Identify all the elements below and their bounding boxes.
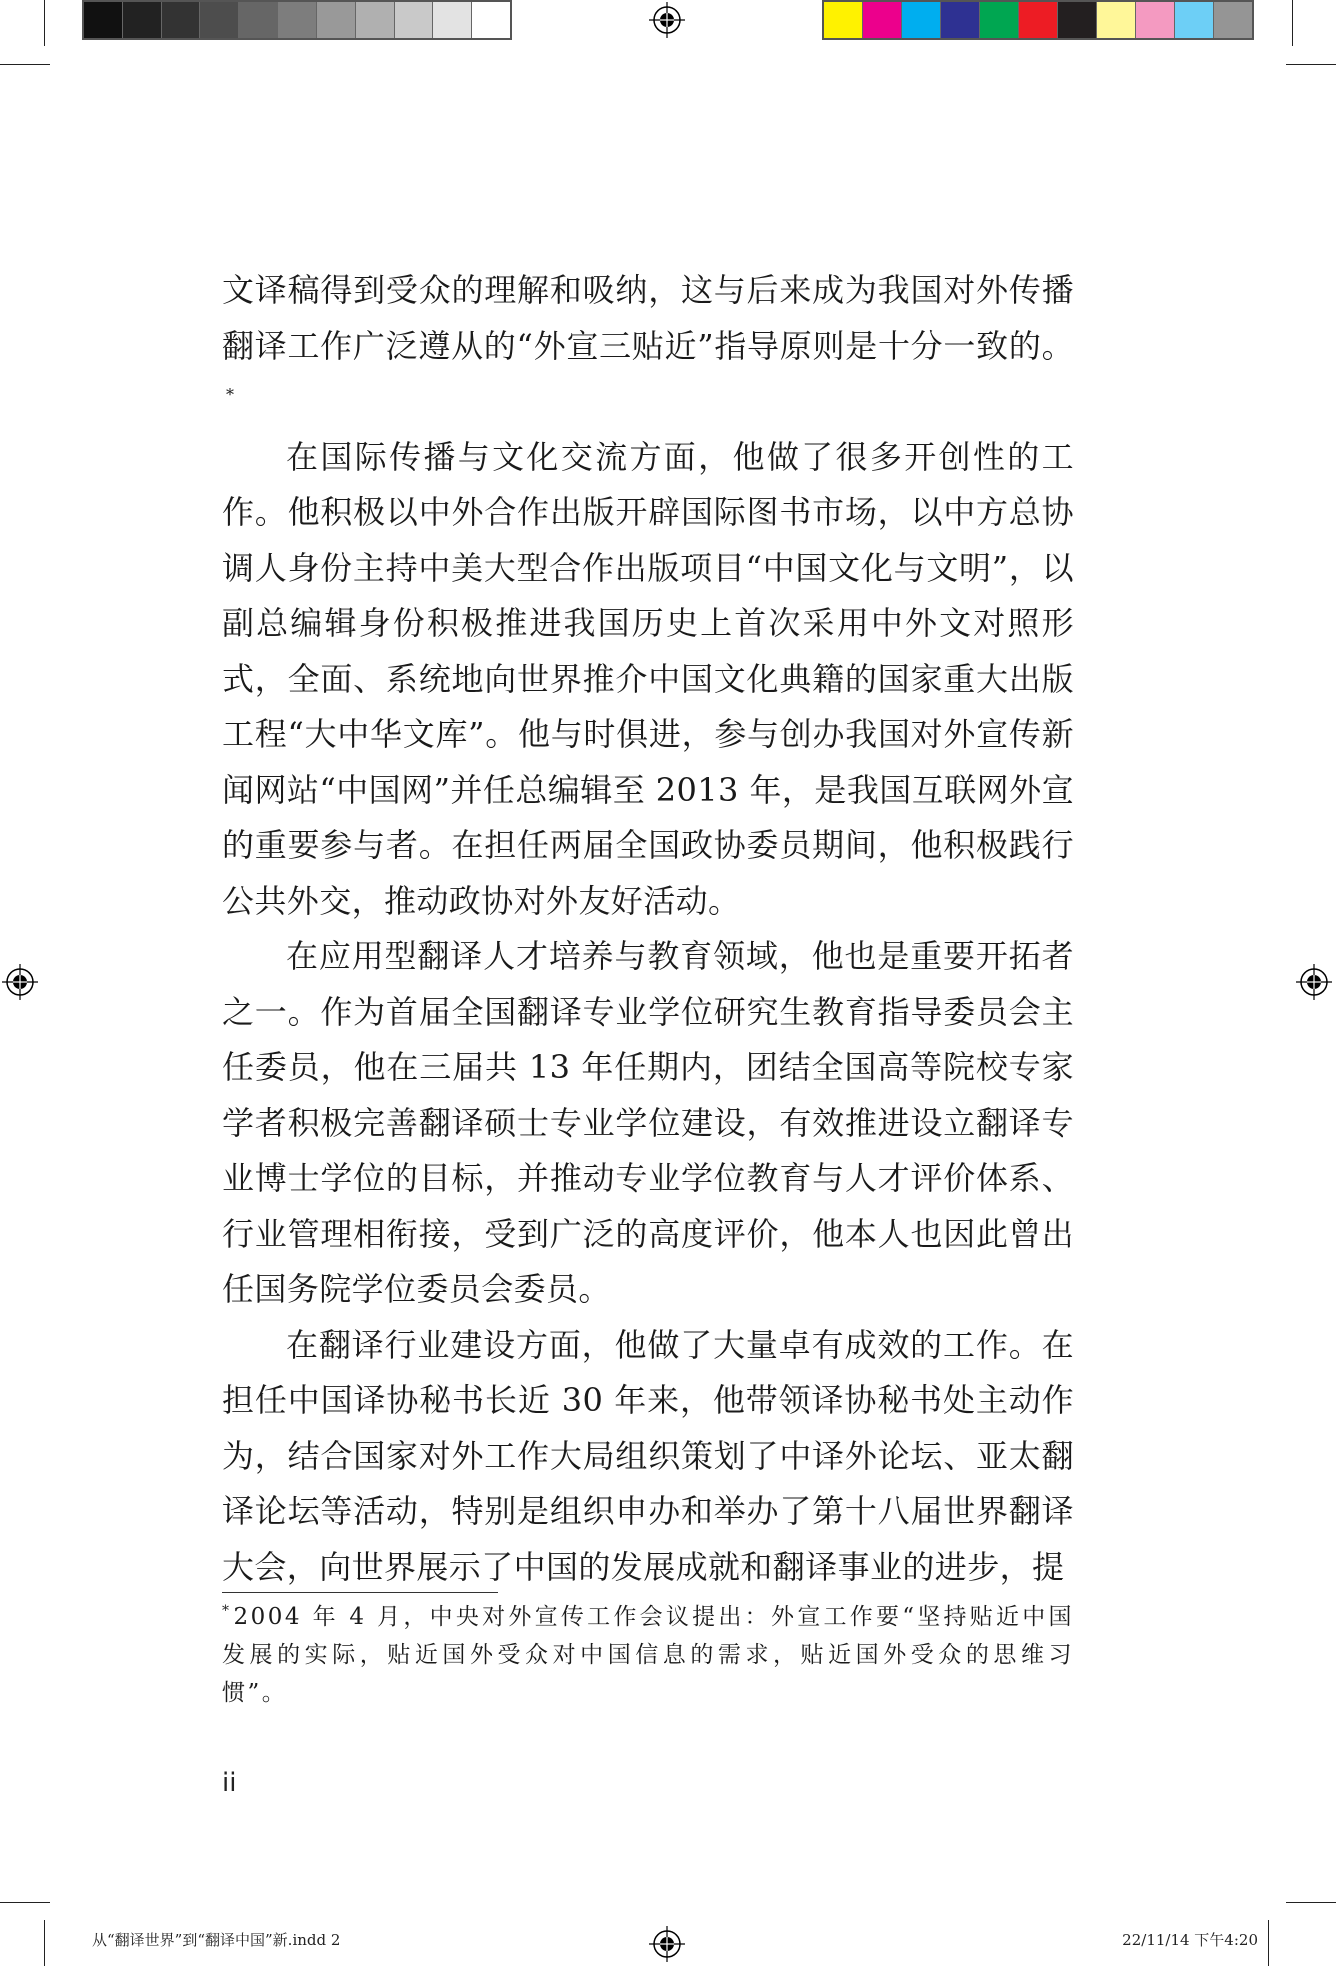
- gray-swatch-5: [239, 2, 278, 38]
- gray-swatch-2: [123, 2, 162, 38]
- process-swatch-7: [1058, 2, 1097, 38]
- paragraph-1: 文译稿得到受众的理解和吸纳，这与后来成为我国对外传播翻译工作广泛遵从的“外宣三贴近”指导原则是十分一致的。*: [222, 271, 1074, 405]
- registration-mark-top-icon: [649, 2, 685, 38]
- footnote-rule: [222, 1592, 498, 1593]
- crop-mark-top-left: [0, 64, 50, 65]
- paragraph-4: 在翻译行业建设方面，他做了大量卓有成效的工作。在担任中国译协秘书长近 30 年来，他带领译协秘书处主动作为，结合国家对外工作大局组织策划了中译外论坛、亚太翻译论坛等活动，特别是组织申办和举办了第十八届世界翻译大会，向世界展示了中国的发展成就和翻译事业的进步，提: [222, 1325, 1074, 1586]
- process-swatch-6: [1019, 2, 1058, 38]
- process-color-bar: [822, 0, 1254, 40]
- body-text: [222, 263, 1074, 1595]
- process-swatch-9: [1136, 2, 1175, 38]
- gray-swatch-7: [317, 2, 356, 38]
- process-swatch-4: [941, 2, 980, 38]
- gray-swatch-3: [162, 2, 201, 38]
- process-swatch-5: [980, 2, 1019, 38]
- gray-swatch-1: [84, 2, 123, 38]
- footnote-reference: *: [226, 385, 235, 405]
- slug-timestamp: 22/11/14 下午4:20: [1122, 1931, 1258, 1949]
- crop-mark-bottom-left-vertical: [44, 1920, 45, 1966]
- gray-swatch-11: [472, 2, 510, 38]
- crop-mark-bottom-left: [0, 1902, 50, 1903]
- process-swatch-11: [1214, 2, 1252, 38]
- paragraph-3: 在应用型翻译人才培养与教育领域，他也是重要开拓者之一。作为首届全国翻译专业学位研究生教育指导委员会主任委员，他在三届共 13 年任期内，团结全国高等院校专家学者积极完善翻译硕士专业学位建设，有效推进设立翻译专业博士学位的目标，并推动专业学位教育与人才评价体系、行业管理相衔接，受到广泛的高度评价，他本人也因此曾出任国务院学位委员会委员。: [222, 937, 1074, 1308]
- slug-filename: 从“翻译世界”到“翻译中国”新.indd 2: [92, 1931, 341, 1949]
- registration-mark-left-icon: [2, 964, 38, 1000]
- crop-mark-bottom-right: [1286, 1902, 1336, 1903]
- footnote-marker: *: [222, 1603, 232, 1620]
- registration-mark-right-icon: [1296, 964, 1332, 1000]
- gray-swatch-6: [278, 2, 317, 38]
- crop-mark-bottom-right-vertical: [1268, 1920, 1269, 1966]
- registration-mark-bottom-icon: [649, 1926, 685, 1962]
- process-swatch-8: [1097, 2, 1136, 38]
- crop-mark-top-left-vertical: [44, 0, 45, 46]
- crop-mark-top-right-vertical: [1292, 0, 1293, 46]
- footnote: [222, 1598, 1074, 1712]
- grayscale-color-bar: [82, 0, 512, 40]
- process-swatch-2: [863, 2, 902, 38]
- process-swatch-1: [824, 2, 863, 38]
- paragraph-2: 在国际传播与文化交流方面，他做了很多开创性的工作。他积极以中外合作出版开辟国际图书市场，以中方总协调人身份主持中美大型合作出版项目“中国文化与文明”，以副总编辑身份积极推进我国历史上首次采用中外文对照形式，全面、系统地向世界推介中国文化典籍的国家重大出版工程“大中华文库”。他与时俱进，参与创办我国对外宣传新闻网站“中国网”并任总编辑至 2013 年，是我国互联网外宣的重要参与者。在担任两届全国政协委员期间，他积极践行公共外交，推动政协对外友好活动。: [222, 437, 1074, 920]
- footnote-text: 2004 年 4 月，中央对外宣传工作会议提出：外宣工作要“坚持贴近中国发展的实际，贴近国外受众对中国信息的需求，贴近国外受众的思维习惯”。: [222, 1604, 1074, 1706]
- gray-swatch-4: [200, 2, 239, 38]
- crop-mark-top-right: [1286, 64, 1336, 65]
- process-swatch-3: [902, 2, 941, 38]
- process-swatch-10: [1175, 2, 1214, 38]
- gray-swatch-10: [433, 2, 472, 38]
- gray-swatch-9: [395, 2, 434, 38]
- gray-swatch-8: [356, 2, 395, 38]
- page-number: ii: [222, 1768, 237, 1798]
